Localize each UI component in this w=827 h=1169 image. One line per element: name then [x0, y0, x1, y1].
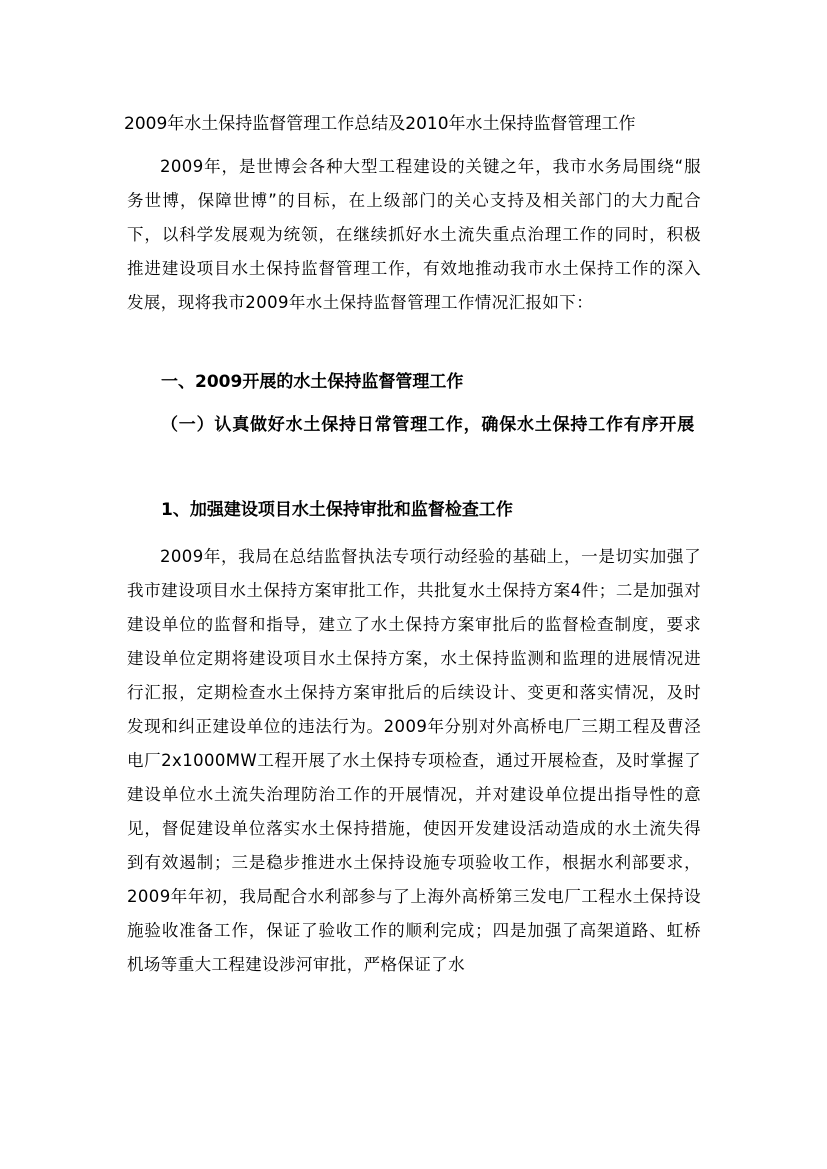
intro-paragraph: 2009年，是世博会各种大型工程建设的关键之年，我市水务局围绕“服务世博，保障世博”的目标，在上级部门的关心支持及相关部门的大力配合下，以科学发展观为统领，在继续抓好水土流失重点治理工作的同时，积极推进建设项目水土保持监督管理工作，有效地推动我市水土保持工作的深入发展，现将我市2009年水土保持监督管理工作情况汇报如下：	[127, 157, 701, 312]
document-title: 2009年水土保持监督管理工作总结及2010年水土保持监督管理工作	[124, 114, 636, 134]
section-heading-1: 一、2009开展的水土保持监督管理工作	[161, 372, 464, 392]
subsection-heading: （一）认真做好水土保持日常管理工作，确保水土保持工作有序开展	[161, 415, 695, 435]
body-paragraph: 2009年，我局在总结监督执法专项行动经验的基础上，一是切实加强了我市建设项目水土保持方案审批工作，共批复水土保持方案4件；二是加强对建设单位的监督和指导，建立了水土保持方案审批后的监督检查制度，要求建设单位定期将建设项目水土保持方案，水土保持监测和监理的进展情况进行汇报，定期检查水土保持方案审批后的后续设计、变更和落实情况，及时发现和纠正建设单位的违法行为。2009年分别对外高桥电厂三期工程及曹泾电厂2x1000MW工程开展了水土保持专项检查，通过开展检查，及时掌握了建设单位水土流失治理防治工作的开展情况，并对建设单位提出指导性的意见，督促建设单位落实水土保持措施，使因开发建设活动造成的水土流失得到有效遏制；三是稳步推进水土保持设施专项验收工作，根据水利部要求，2009年年初，我局配合水利部参与了上海外高桥第三发电厂工程水土保持设施验收准备工作，保证了验收工作的顺利完成；四是加强了高架道路、虹桥机场等重大工程建设涉河审批，严格保证了水	[127, 547, 701, 974]
item-heading: 1、加强建设项目水土保持审批和监督检查工作	[161, 500, 513, 520]
